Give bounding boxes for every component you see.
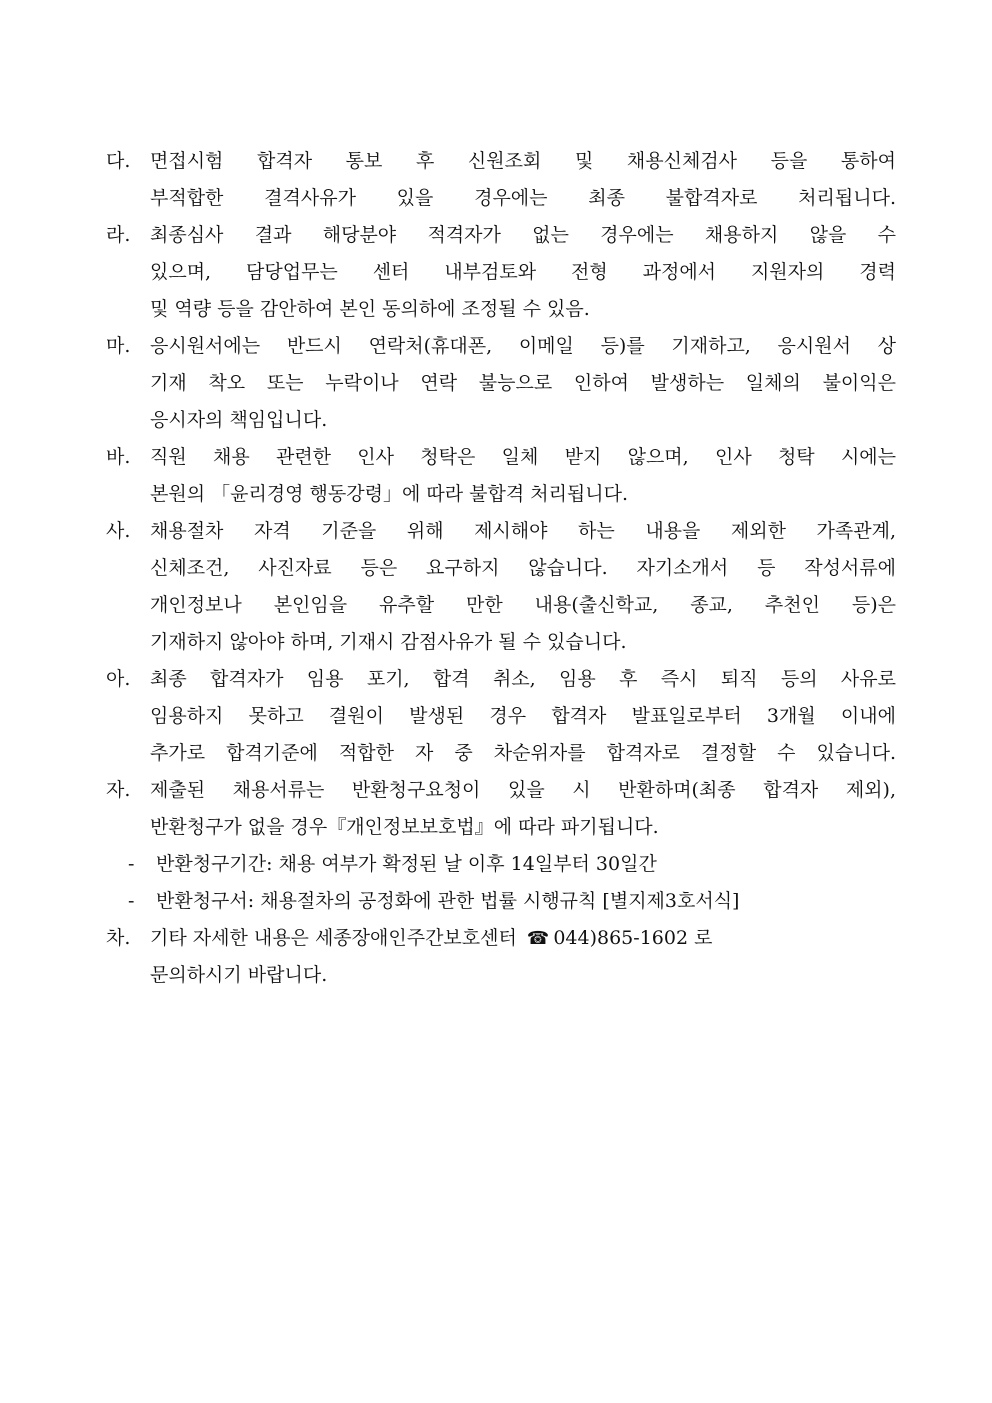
item-line: 채용절차 자격 기준을 위해 제시해야 하는 내용을 제외한 가족관계, (150, 520, 896, 542)
item-line: 임용하지 못하고 결원이 발생된 경우 합격자 발표일로부터 3개월 이내에 (150, 705, 896, 727)
item-line: 면접시험 합격자 통보 후 신원조회 및 채용신체검사 등을 통하여 (150, 150, 896, 172)
item-marker: 마. (106, 335, 131, 357)
item-line: 있으며, 담당업무는 센터 내부검토와 전형 과정에서 지원자의 경력 (150, 261, 896, 283)
dash-marker: - (128, 853, 135, 875)
contact-text: 기타 자세한 내용은 세종장애인주간보호센터 (150, 927, 517, 949)
item-marker: 아. (106, 668, 131, 690)
item-line: 및 역량 등을 감안하여 본인 동의하에 조정될 수 있음. (150, 298, 590, 320)
item-line: 문의하시기 바랍니다. (150, 964, 328, 986)
item-line: 직원 채용 관련한 인사 청탁은 일체 받지 않으며, 인사 청탁 시에는 (150, 446, 896, 468)
item-line: 응시원서에는 반드시 연락처(휴대폰, 이메일 등)를 기재하고, 응시원서 상 (150, 335, 896, 357)
telephone-icon: ☎ (526, 928, 550, 949)
notice-item-da (106, 143, 896, 217)
item-marker: 차. (106, 927, 131, 949)
sub-item-text: 반환청구서: 채용절차의 공정화에 관한 법률 시행규칙 [별지제3호서식] (156, 890, 740, 912)
notice-item-cha (106, 920, 896, 994)
notice-item-a (106, 661, 896, 772)
contact-suffix: 로 (694, 927, 713, 949)
notice-item-ba (106, 439, 896, 513)
item-line: 신체조건, 사진자료 등은 요구하지 않습니다. 자기소개서 등 작성서류에 (150, 557, 896, 579)
sub-item-return-form (106, 883, 896, 920)
item-marker: 라. (106, 224, 131, 246)
item-line: 제출된 채용서류는 반환청구요청이 있을 시 반환하며(최종 합격자 제외), (150, 779, 896, 801)
sub-item-text: 반환청구기간: 채용 여부가 확정된 날 이후 14일부터 30일간 (156, 853, 657, 875)
item-line: 본원의 「윤리경영 행동강령」에 따라 불합격 처리됩니다. (150, 483, 629, 505)
item-line: 반환청구가 없을 경우『개인정보보호법』에 따라 파기됩니다. (150, 816, 659, 838)
phone-number: 044)865-1602 (553, 927, 689, 949)
item-line: 기재 착오 또는 누락이나 연락 불능으로 인하여 발생하는 일체의 불이익은 (150, 372, 896, 394)
item-line: 추가로 합격기준에 적합한 자 중 차순위자를 합격자로 결정할 수 있습니다. (150, 742, 896, 764)
notice-item-ra (106, 217, 896, 328)
dash-marker: - (128, 890, 135, 912)
item-line (150, 920, 896, 957)
item-marker: 바. (106, 446, 131, 468)
item-line: 응시자의 책임입니다. (150, 409, 328, 431)
item-line: 부적합한 결격사유가 있을 경우에는 최종 불합격자로 처리됩니다. (150, 187, 896, 209)
item-line: 최종심사 결과 해당분야 적격자가 없는 경우에는 채용하지 않을 수 (150, 224, 896, 246)
item-marker: 사. (106, 520, 131, 542)
item-marker: 자. (106, 779, 131, 801)
item-line: 최종 합격자가 임용 포기, 합격 취소, 임용 후 즉시 퇴직 등의 사유로 (150, 668, 896, 690)
item-marker: 다. (106, 150, 131, 172)
notice-item-ma (106, 328, 896, 439)
sub-item-return-period (106, 846, 896, 883)
notice-item-ja (106, 772, 896, 920)
notice-item-sa (106, 513, 896, 661)
notice-list (106, 143, 896, 994)
item-line: 개인정보나 본인임을 유추할 만한 내용(출신학교, 종교, 추천인 등)은 (150, 594, 896, 616)
item-line: 기재하지 않아야 하며, 기재시 감점사유가 될 수 있습니다. (150, 631, 627, 653)
